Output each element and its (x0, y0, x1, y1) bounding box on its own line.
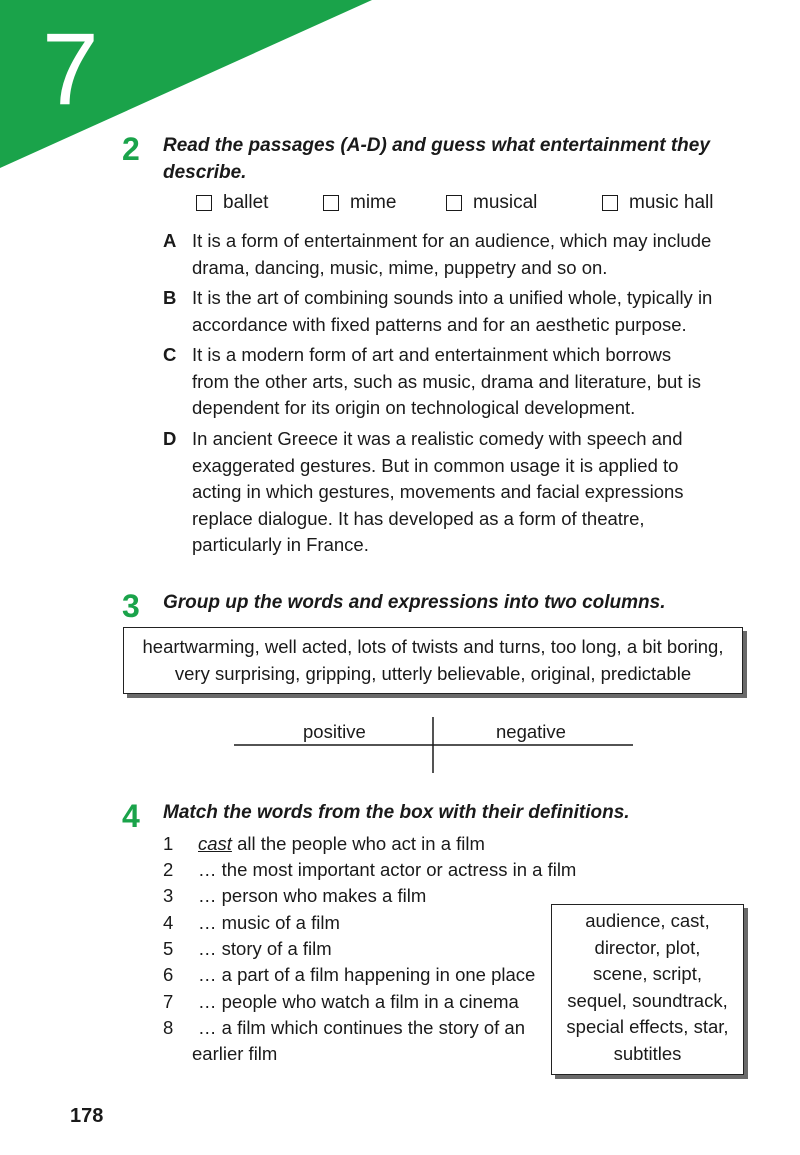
option-label: ballet (223, 192, 269, 213)
page-number: 178 (70, 1105, 104, 1127)
passage-line: In ancient Greece it was a realistic comedy with speech and (192, 428, 683, 449)
example-definition: all the people who act in a film (231, 833, 485, 854)
item-text (198, 831, 485, 858)
column-negative: negative (496, 721, 566, 742)
option-label: mime (350, 192, 397, 213)
vocabulary-line: special effects, star, (566, 1016, 729, 1037)
exercise-4-number: 4 (122, 798, 140, 834)
item-text: … person who makes a film (198, 885, 427, 906)
word-box-line2: very surprising, gripping, utterly believable, original, predictable (174, 662, 692, 684)
item-text: … the most important actor or actress in a film (198, 859, 577, 880)
column-positive: positive (303, 721, 366, 742)
word-box-line1: heartwarming, well acted, lots of twists and turns, too long, a bit boring, (142, 636, 724, 657)
passage-letter: B (163, 287, 177, 308)
passage-line: accordance with fixed patterns and for an aesthetic purpose. (192, 313, 687, 335)
item-text: … a part of a film happening in one place (198, 964, 536, 985)
item-number: 2 (163, 859, 174, 880)
passage-letter: C (163, 344, 177, 365)
vocabulary-box (551, 904, 744, 1075)
exercise-4-instruction: Match the words from the box with their definitions. (163, 802, 630, 823)
vocabulary-line: director, plot, (594, 936, 701, 958)
passage-letter: D (163, 428, 177, 449)
passage-line: from the other arts, such as music, drama and literature, but is (192, 370, 701, 392)
option-label: musical (473, 192, 538, 213)
item-text: … people who watch a film in a cinema (198, 991, 519, 1012)
passage-letter: A (163, 230, 177, 251)
passage-line: acting in which gestures, movements and facial expressions (192, 481, 684, 502)
exercise-3-number: 3 (122, 588, 140, 624)
vocabulary-line: scene, script, (593, 963, 702, 984)
passage-line: It is a form of entertainment for an audience, which may include (192, 230, 712, 251)
item-text: … story of a film (198, 938, 332, 959)
exercise-3-instruction: Group up the words and expressions into two columns. (163, 592, 666, 613)
item-number: 4 (163, 912, 174, 933)
passage-line: particularly in France. (192, 534, 369, 555)
option-label: music hall (629, 192, 714, 213)
item-number: 1 (163, 833, 174, 854)
item-number: 5 (163, 938, 174, 959)
exercise-2-instruction-line2: describe. (163, 162, 247, 183)
item-text: … music of a film (198, 912, 340, 933)
vocabulary-line: subtitles (613, 1042, 682, 1064)
passage-line: drama, dancing, music, mime, puppetry and so on. (192, 256, 608, 278)
vocabulary-line: sequel, soundtrack, (567, 989, 728, 1011)
item-text: … a film which continues the story of an (198, 1017, 525, 1038)
passage-line: dependent for its origin on technological development. (192, 397, 636, 418)
item-number: 6 (163, 964, 174, 985)
item-number: 8 (163, 1017, 174, 1038)
passage-line: It is the art of combining sounds into a unified whole, typically in (192, 287, 713, 308)
chapter-number: 7 (42, 12, 99, 126)
passage-line: exaggerated gestures. But in common usage it is applied to (192, 454, 679, 476)
example-word: cast (198, 833, 232, 854)
passage-line: It is a modern form of art and entertainment which borrows (192, 344, 672, 365)
passage-line: replace dialogue. It has developed as a form of theatre, (192, 507, 645, 529)
exercise-2-number: 2 (122, 131, 140, 167)
item-text: earlier film (192, 1043, 278, 1064)
exercise-2-instruction-line1: Read the passages (A-D) and guess what entertainment they (163, 135, 710, 156)
item-number: 3 (163, 885, 174, 906)
vocabulary-line: audience, cast, (585, 910, 710, 931)
item-number: 7 (163, 991, 174, 1012)
